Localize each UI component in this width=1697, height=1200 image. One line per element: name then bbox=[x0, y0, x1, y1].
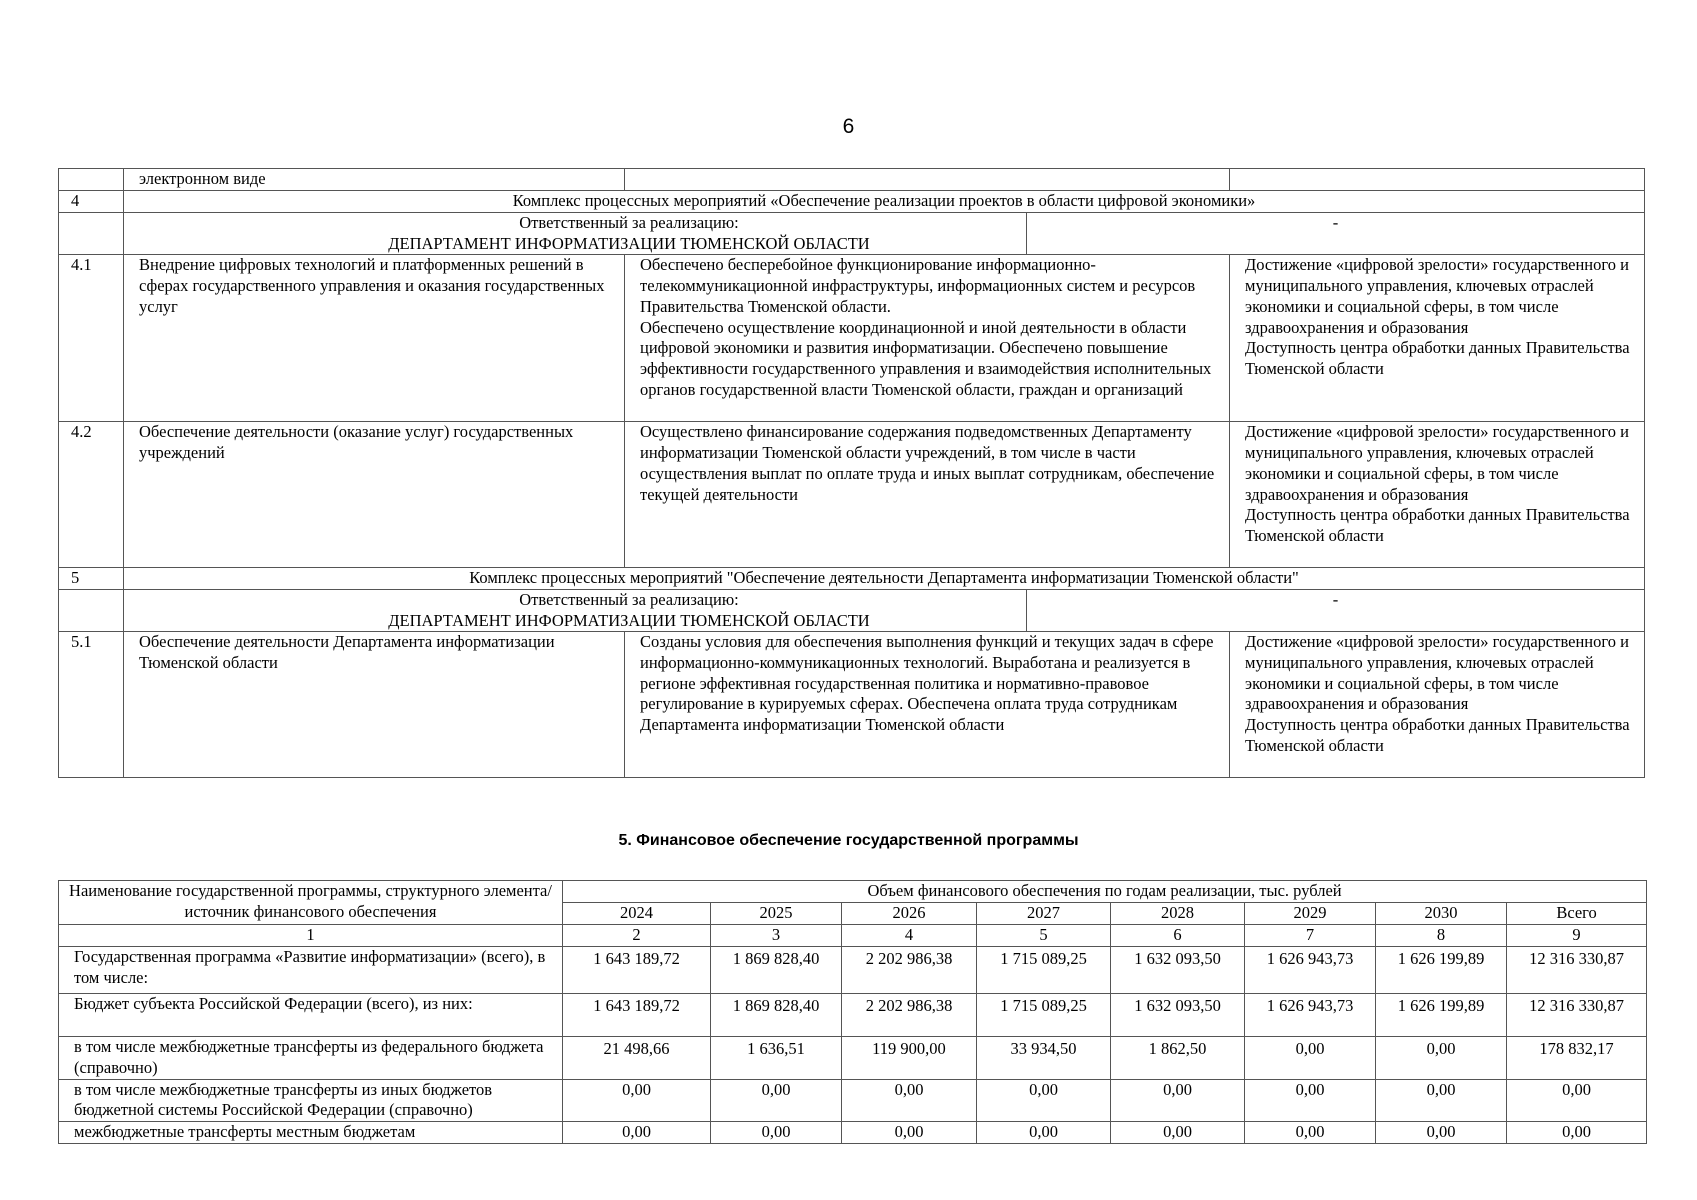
measure-indicator: Достижение «цифровой зрелости» государственного и муниципального управления, ключевых отраслей экономики и социальной сферы, в том числе здравоохранения и образования Доступность центра обработки данных Правительства Тюменской области bbox=[1230, 254, 1645, 421]
value-cell: 119 900,00 bbox=[842, 1036, 977, 1079]
value-cell: 1 632 093,50 bbox=[1111, 946, 1245, 993]
column-number: 3 bbox=[711, 924, 842, 946]
responsible-cell bbox=[124, 212, 1027, 254]
measure-name: Внедрение цифровых технологий и платформенных решений в сферах государственного управления и оказания государственных услуг bbox=[124, 254, 625, 421]
value-cell: 0,00 bbox=[563, 1079, 711, 1122]
table-row bbox=[59, 1122, 1647, 1144]
group-number: 4 bbox=[59, 190, 124, 212]
table-cell bbox=[1230, 169, 1645, 191]
section-title: 5. Финансовое обеспечение государственной программы bbox=[618, 832, 1079, 849]
column-number: 9 bbox=[1507, 924, 1647, 946]
page-number: 6 bbox=[842, 115, 855, 138]
table-cell bbox=[59, 589, 124, 631]
responsible-label: Ответственный за реализацию: bbox=[519, 589, 739, 609]
value-cell: 0,00 bbox=[1376, 1036, 1507, 1079]
measure-indicator: Достижение «цифровой зрелости» государственного и муниципального управления, ключевых отраслей экономики и социальной сферы, в том числе здравоохранения и образования Доступность центра обработки данных Правительства Тюменской области bbox=[1230, 631, 1645, 777]
value-cell: 1 715 089,25 bbox=[977, 946, 1111, 993]
table-row bbox=[59, 1036, 1647, 1079]
value-cell: 0,00 bbox=[1245, 1036, 1376, 1079]
value-cell: 21 498,66 bbox=[563, 1036, 711, 1079]
row-name: в том числе межбюджетные трансферты из федерального бюджета (справочно) bbox=[59, 1036, 563, 1079]
row-name: Бюджет субъекта Российской Федерации (всего), из них: bbox=[59, 993, 563, 1036]
financing-table bbox=[58, 880, 1647, 1144]
value-cell: 1 626 199,89 bbox=[1376, 946, 1507, 993]
row-name: межбюджетные трансферты местным бюджетам bbox=[59, 1122, 563, 1144]
value-cell: 0,00 bbox=[1376, 1079, 1507, 1122]
measure-name: Обеспечение деятельности (оказание услуг) государственных учреждений bbox=[124, 421, 625, 567]
responsible-dash: - bbox=[1027, 212, 1645, 254]
value-cell: 2 202 986,38 bbox=[842, 946, 977, 993]
value-cell: 0,00 bbox=[977, 1079, 1111, 1122]
value-cell: 1 643 189,72 bbox=[563, 946, 711, 993]
measure-result: Осуществлено финансирование содержания подведомственных Департаменту информатизации Тюменской области учреждений, в том числе в части осуществления выплат по оплате труда и иных выплат сотрудникам, обеспечение текущей деятельности bbox=[625, 421, 1230, 567]
table-row bbox=[59, 946, 1647, 993]
value-cell: 0,00 bbox=[1245, 1079, 1376, 1122]
table-row bbox=[59, 1079, 1647, 1122]
value-cell: 1 869 828,40 bbox=[711, 946, 842, 993]
table-cell bbox=[59, 212, 124, 254]
value-cell: 1 626 943,73 bbox=[1245, 946, 1376, 993]
column-number: 6 bbox=[1111, 924, 1245, 946]
table-row-5-1 bbox=[59, 631, 1645, 777]
value-cell: 12 316 330,87 bbox=[1507, 946, 1647, 993]
year-header: 2029 bbox=[1245, 902, 1376, 924]
column-number: 1 bbox=[59, 924, 563, 946]
row-name: в том числе межбюджетные трансферты из иных бюджетов бюджетной системы Российской Федерации (справочно) bbox=[59, 1079, 563, 1122]
column-number: 4 bbox=[842, 924, 977, 946]
header-row bbox=[59, 881, 1647, 903]
responsible-row-5 bbox=[59, 589, 1645, 631]
value-cell: 1 632 093,50 bbox=[1111, 993, 1245, 1036]
year-header: Всего bbox=[1507, 902, 1647, 924]
value-cell: 33 934,50 bbox=[977, 1036, 1111, 1079]
responsible-org: ДЕПАРТАМЕНТ ИНФОРМАТИЗАЦИИ ТЮМЕНСКОЙ ОБЛАСТИ bbox=[388, 233, 870, 253]
responsible-org: ДЕПАРТАМЕНТ ИНФОРМАТИЗАЦИИ ТЮМЕНСКОЙ ОБЛАСТИ bbox=[388, 610, 870, 630]
value-cell: 2 202 986,38 bbox=[842, 993, 977, 1036]
value-cell: 0,00 bbox=[842, 1122, 977, 1144]
row-number: 4.2 bbox=[59, 421, 124, 567]
value-cell: 0,00 bbox=[977, 1122, 1111, 1144]
measure-indicator: Достижение «цифровой зрелости» государственного и муниципального управления, ключевых отраслей экономики и социальной сферы, в том числе здравоохранения и образования Доступность центра обработки данных Правительства Тюменской области bbox=[1230, 421, 1645, 567]
column-number: 8 bbox=[1376, 924, 1507, 946]
measure-result: Созданы условия для обеспечения выполнения функций и текущих задач в сфере информационно-коммуникационных технологий. Выработана и реализуется в регионе эффективная государственная политика и нормативно-правовое регулирование в курируемых сферах. Обеспечена оплата труда сотрудникам Департамента информатизации Тюменской области bbox=[625, 631, 1230, 777]
group-title: Комплекс процессных мероприятий "Обеспечение деятельности Департамента информатизации Тюменской области" bbox=[124, 567, 1645, 589]
value-cell: 0,00 bbox=[1376, 1122, 1507, 1144]
year-header: 2025 bbox=[711, 902, 842, 924]
year-header: 2030 bbox=[1376, 902, 1507, 924]
responsible-dash: - bbox=[1027, 589, 1645, 631]
value-cell: 0,00 bbox=[842, 1079, 977, 1122]
column-number: 7 bbox=[1245, 924, 1376, 946]
measure-name: Обеспечение деятельности Департамента информатизации Тюменской области bbox=[124, 631, 625, 777]
value-cell: 0,00 bbox=[711, 1079, 842, 1122]
value-cell: 0,00 bbox=[563, 1122, 711, 1144]
responsible-cell bbox=[124, 589, 1027, 631]
value-cell: 0,00 bbox=[1111, 1079, 1245, 1122]
value-cell: 1 643 189,72 bbox=[563, 993, 711, 1036]
header-volume: Объем финансового обеспечения по годам реализации, тыс. рублей bbox=[563, 881, 1647, 903]
year-header: 2026 bbox=[842, 902, 977, 924]
year-header: 2024 bbox=[563, 902, 711, 924]
year-header: 2027 bbox=[977, 902, 1111, 924]
table-row-4-2 bbox=[59, 421, 1645, 567]
group-row-5 bbox=[59, 567, 1645, 589]
table-cell bbox=[625, 169, 1230, 191]
value-cell: 1 626 943,73 bbox=[1245, 993, 1376, 1036]
value-cell: 0,00 bbox=[1507, 1079, 1647, 1122]
table-cell: электронном виде bbox=[124, 169, 625, 191]
value-cell: 1 715 089,25 bbox=[977, 993, 1111, 1036]
group-number: 5 bbox=[59, 567, 124, 589]
header-name: Наименование государственной программы, структурного элемента/источник финансового обеспечения bbox=[59, 881, 563, 925]
value-cell: 12 316 330,87 bbox=[1507, 993, 1647, 1036]
row-name: Государственная программа «Развитие информатизации» (всего), в том числе: bbox=[59, 946, 563, 993]
responsible-row-4 bbox=[59, 212, 1645, 254]
value-cell: 1 862,50 bbox=[1111, 1036, 1245, 1079]
value-cell: 1 869 828,40 bbox=[711, 993, 842, 1036]
column-number: 5 bbox=[977, 924, 1111, 946]
table-row bbox=[59, 993, 1647, 1036]
group-title: Комплекс процессных мероприятий «Обеспечение реализации проектов в области цифровой экономики» bbox=[124, 190, 1645, 212]
table-row-4-1 bbox=[59, 254, 1645, 421]
value-cell: 0,00 bbox=[1245, 1122, 1376, 1144]
row-number: 5.1 bbox=[59, 631, 124, 777]
value-cell: 0,00 bbox=[1111, 1122, 1245, 1144]
group-row-4 bbox=[59, 190, 1645, 212]
value-cell: 0,00 bbox=[711, 1122, 842, 1144]
responsible-label: Ответственный за реализацию: bbox=[519, 212, 739, 232]
value-cell: 1 626 199,89 bbox=[1376, 993, 1507, 1036]
measures-table bbox=[58, 168, 1645, 778]
table-row bbox=[59, 169, 1645, 191]
column-number: 2 bbox=[563, 924, 711, 946]
value-cell: 178 832,17 bbox=[1507, 1036, 1647, 1079]
table-cell bbox=[59, 169, 124, 191]
year-header: 2028 bbox=[1111, 902, 1245, 924]
value-cell: 0,00 bbox=[1507, 1122, 1647, 1144]
measure-result: Обеспечено бесперебойное функционирование информационно-телекоммуникационной инфраструктуры, информационных систем и ресурсов Правительства Тюменской области. Обеспечено осуществление координационной и иной деятельности в области цифровой экономики и развития информатизации. Обеспечено повышение эффективности государственного управления и взаимодействия исполнительных органов государственной власти Тюменской области, граждан и организаций bbox=[625, 254, 1230, 421]
column-numbers-row bbox=[59, 924, 1647, 946]
row-number: 4.1 bbox=[59, 254, 124, 421]
value-cell: 1 636,51 bbox=[711, 1036, 842, 1079]
